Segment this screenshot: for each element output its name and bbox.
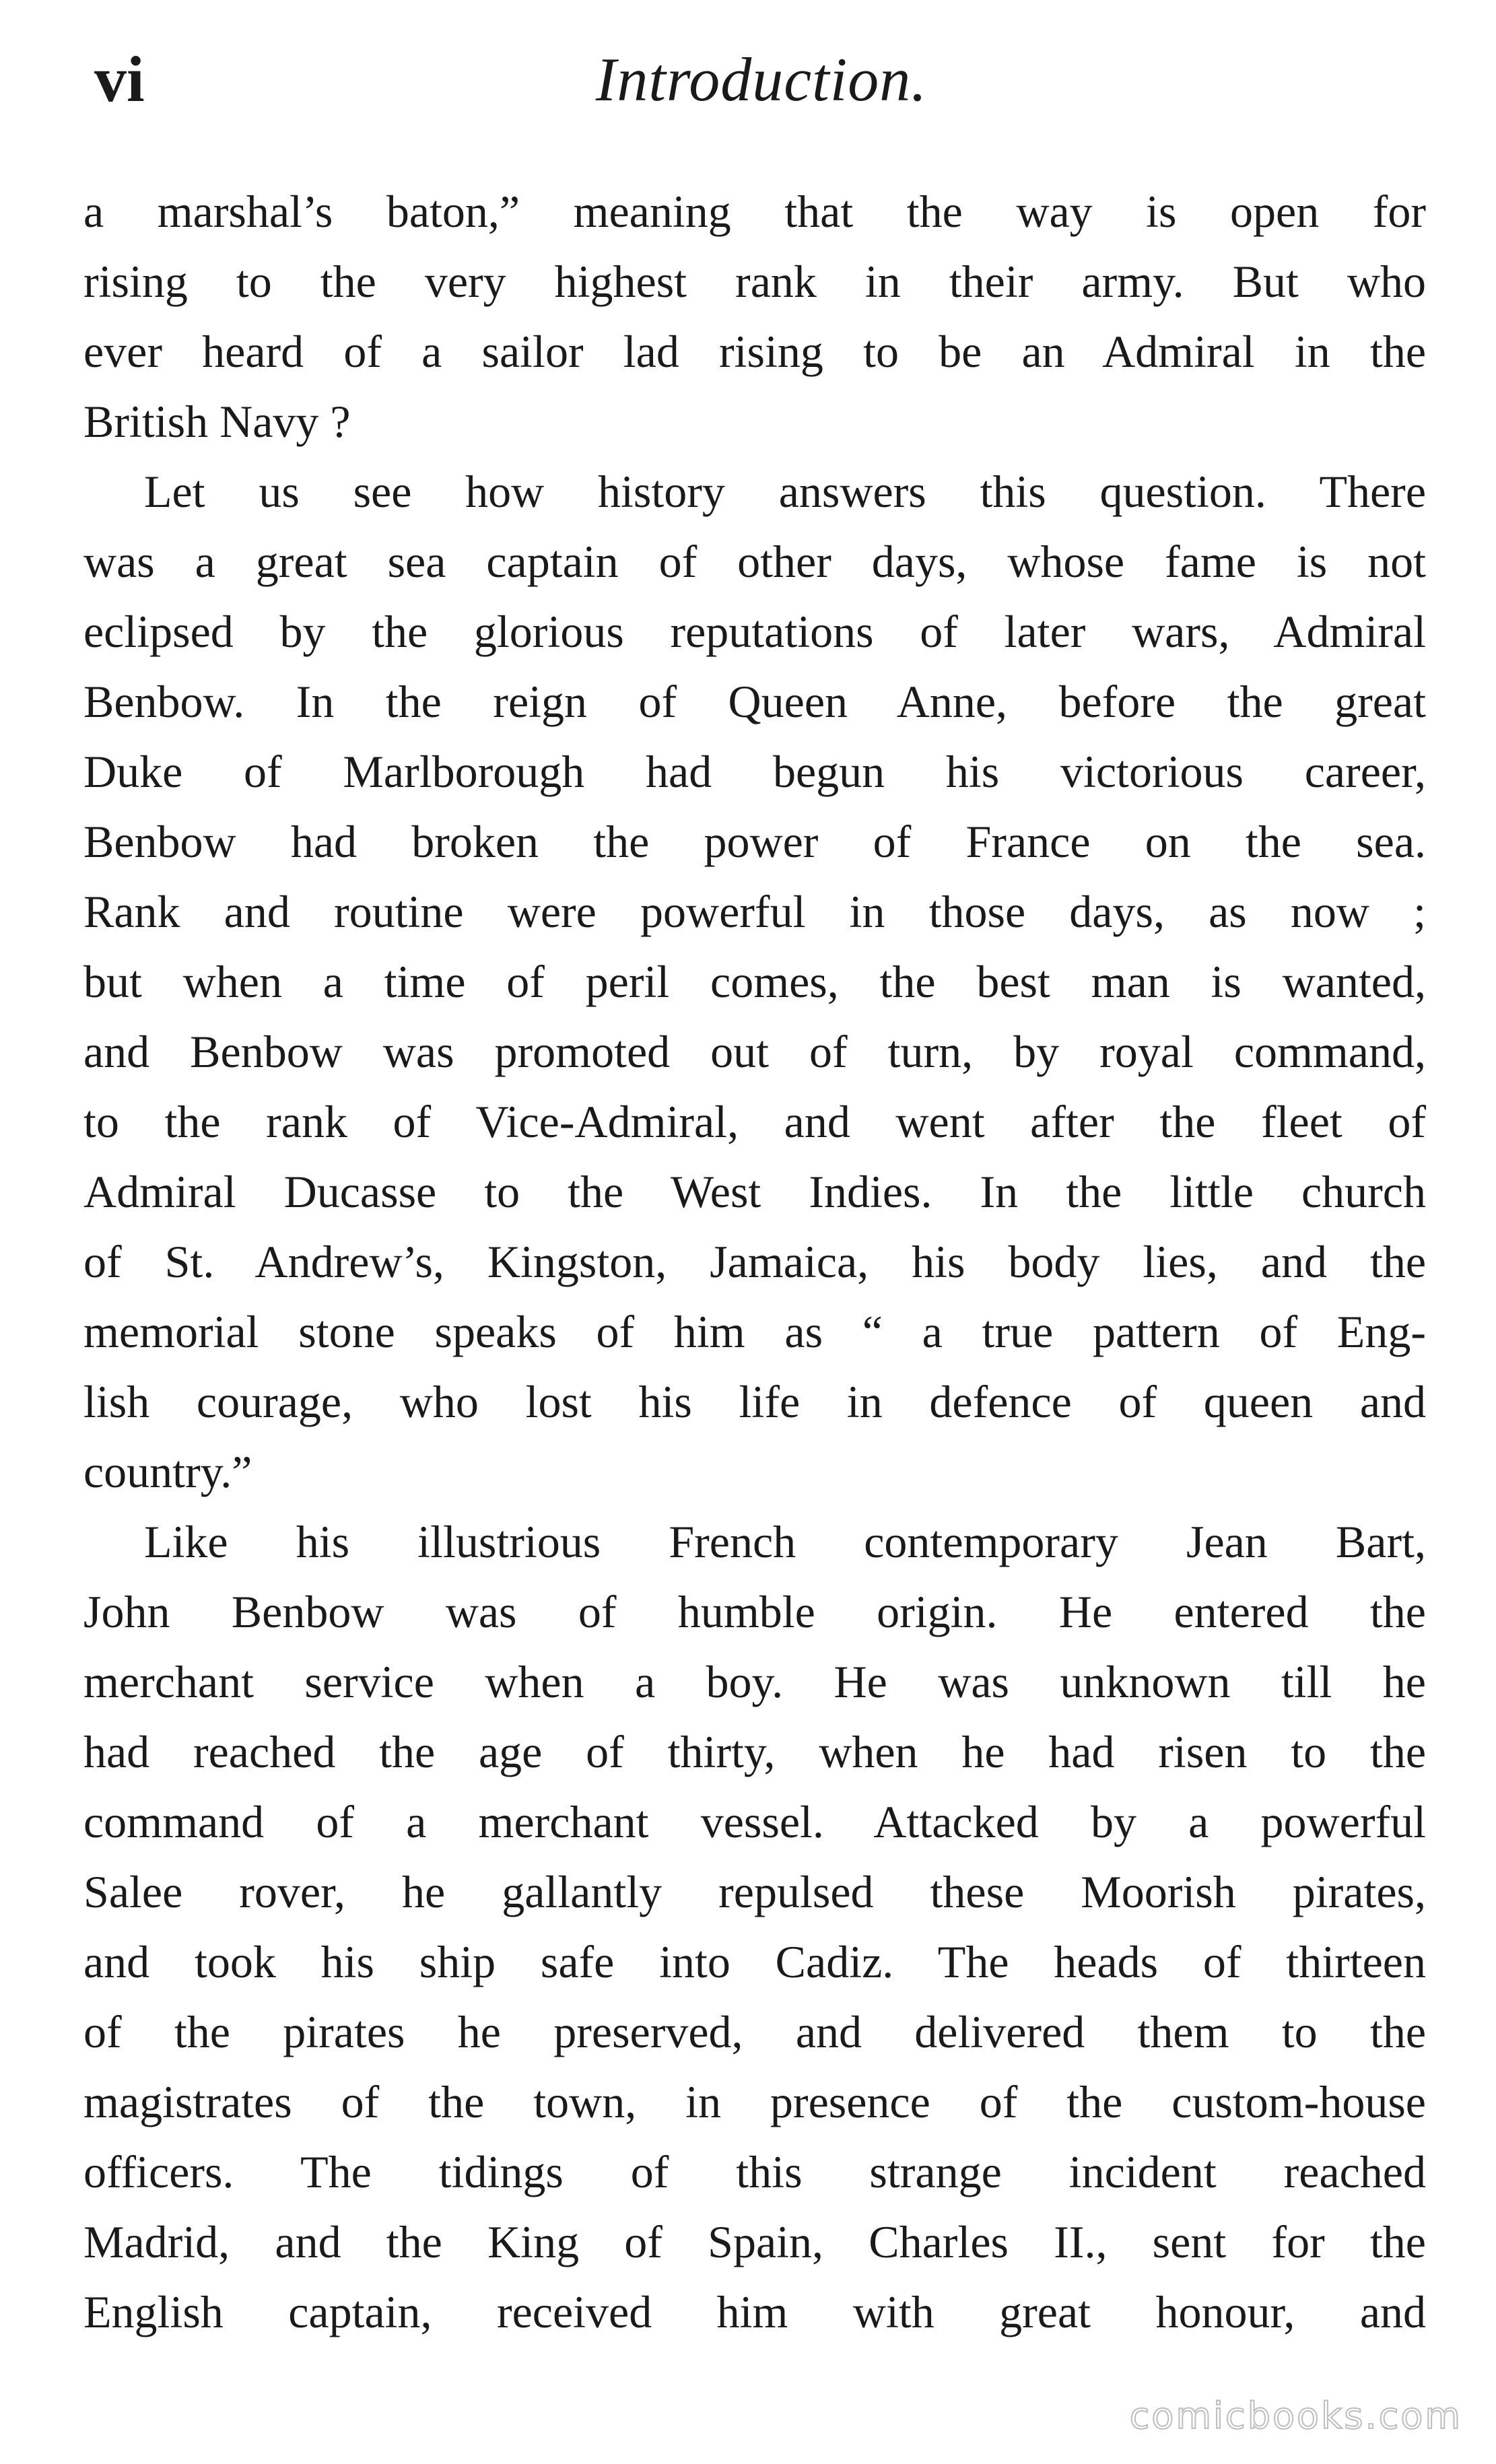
text-line: country.” <box>83 1446 252 1497</box>
text-line: Madrid, and the King of Spain, Charles II., sent for the <box>83 2216 1426 2267</box>
text-line: Benbow had broken the power of France on the sea. <box>83 816 1426 867</box>
text-line: Rank and routine were powerful in those days, as now ; <box>83 886 1426 937</box>
text-line: magistrates of the town, in presence of the custom-house <box>83 2076 1426 2127</box>
paragraph-2 <box>83 456 1426 1507</box>
text-line: Duke of Marlborough had begun his victorious career, <box>83 746 1426 797</box>
text-line: to the rank of Vice-Admiral, and went after the fleet of <box>83 1096 1426 1147</box>
text-line: ever heard of a sailor lad rising to be an Admiral in the <box>83 326 1426 377</box>
text-line: had reached the age of thirty, when he had risen to the <box>83 1726 1426 1777</box>
text-line: of the pirates he preserved, and delivered them to the <box>83 2006 1426 2057</box>
paragraph-3 <box>83 1507 1426 2347</box>
text-line: British Navy ? <box>83 396 351 447</box>
watermark: comicbooks.com <box>1129 2395 1462 2437</box>
text-line: but when a time of peril comes, the best man is wanted, <box>83 956 1426 1007</box>
text-line: rising to the very highest rank in their army. But who <box>83 256 1426 307</box>
text-line: eclipsed by the glorious reputations of later wars, Admiral <box>83 606 1426 657</box>
text-line: English captain, received him with great honour, and <box>83 2286 1426 2337</box>
text-line: command of a merchant vessel. Attacked by a powerful <box>83 1796 1426 1847</box>
text-line: merchant service when a boy. He was unknown till he <box>83 1656 1426 1707</box>
text-line: officers. The tidings of this strange incident reached <box>83 2146 1426 2197</box>
text-line: was a great sea captain of other days, whose fame is not <box>83 536 1426 587</box>
text-line: Benbow. In the reign of Queen Anne, before the great <box>83 676 1426 727</box>
text-line: John Benbow was of humble origin. He entered the <box>83 1586 1426 1637</box>
text-line: and Benbow was promoted out of turn, by royal command, <box>83 1026 1426 1077</box>
page-number: vi <box>94 43 145 115</box>
body-text <box>83 176 1426 2347</box>
running-head: Introduction. <box>595 45 928 114</box>
text-line: and took his ship safe into Cadiz. The heads of thirteen <box>83 1936 1426 1987</box>
text-line: lish courage, who lost his life in defence of queen and <box>83 1376 1426 1427</box>
text-line: Salee rover, he gallantly repulsed these Moorish pirates, <box>83 1866 1426 1917</box>
paragraph-1 <box>83 176 1426 456</box>
text-line: Let us see how history answers this question. There <box>144 466 1426 517</box>
text-line: Like his illustrious French contemporary Jean Bart, <box>144 1516 1426 1567</box>
text-line: of St. Andrew’s, Kingston, Jamaica, his body lies, and the <box>83 1236 1426 1287</box>
text-line: memorial stone speaks of him as “ a true pattern of Eng- <box>83 1306 1426 1357</box>
text-line: a marshal’s baton,” meaning that the way is open for <box>83 186 1426 237</box>
text-line: Admiral Ducasse to the West Indies. In the little church <box>83 1166 1426 1217</box>
page-header <box>94 32 1429 127</box>
